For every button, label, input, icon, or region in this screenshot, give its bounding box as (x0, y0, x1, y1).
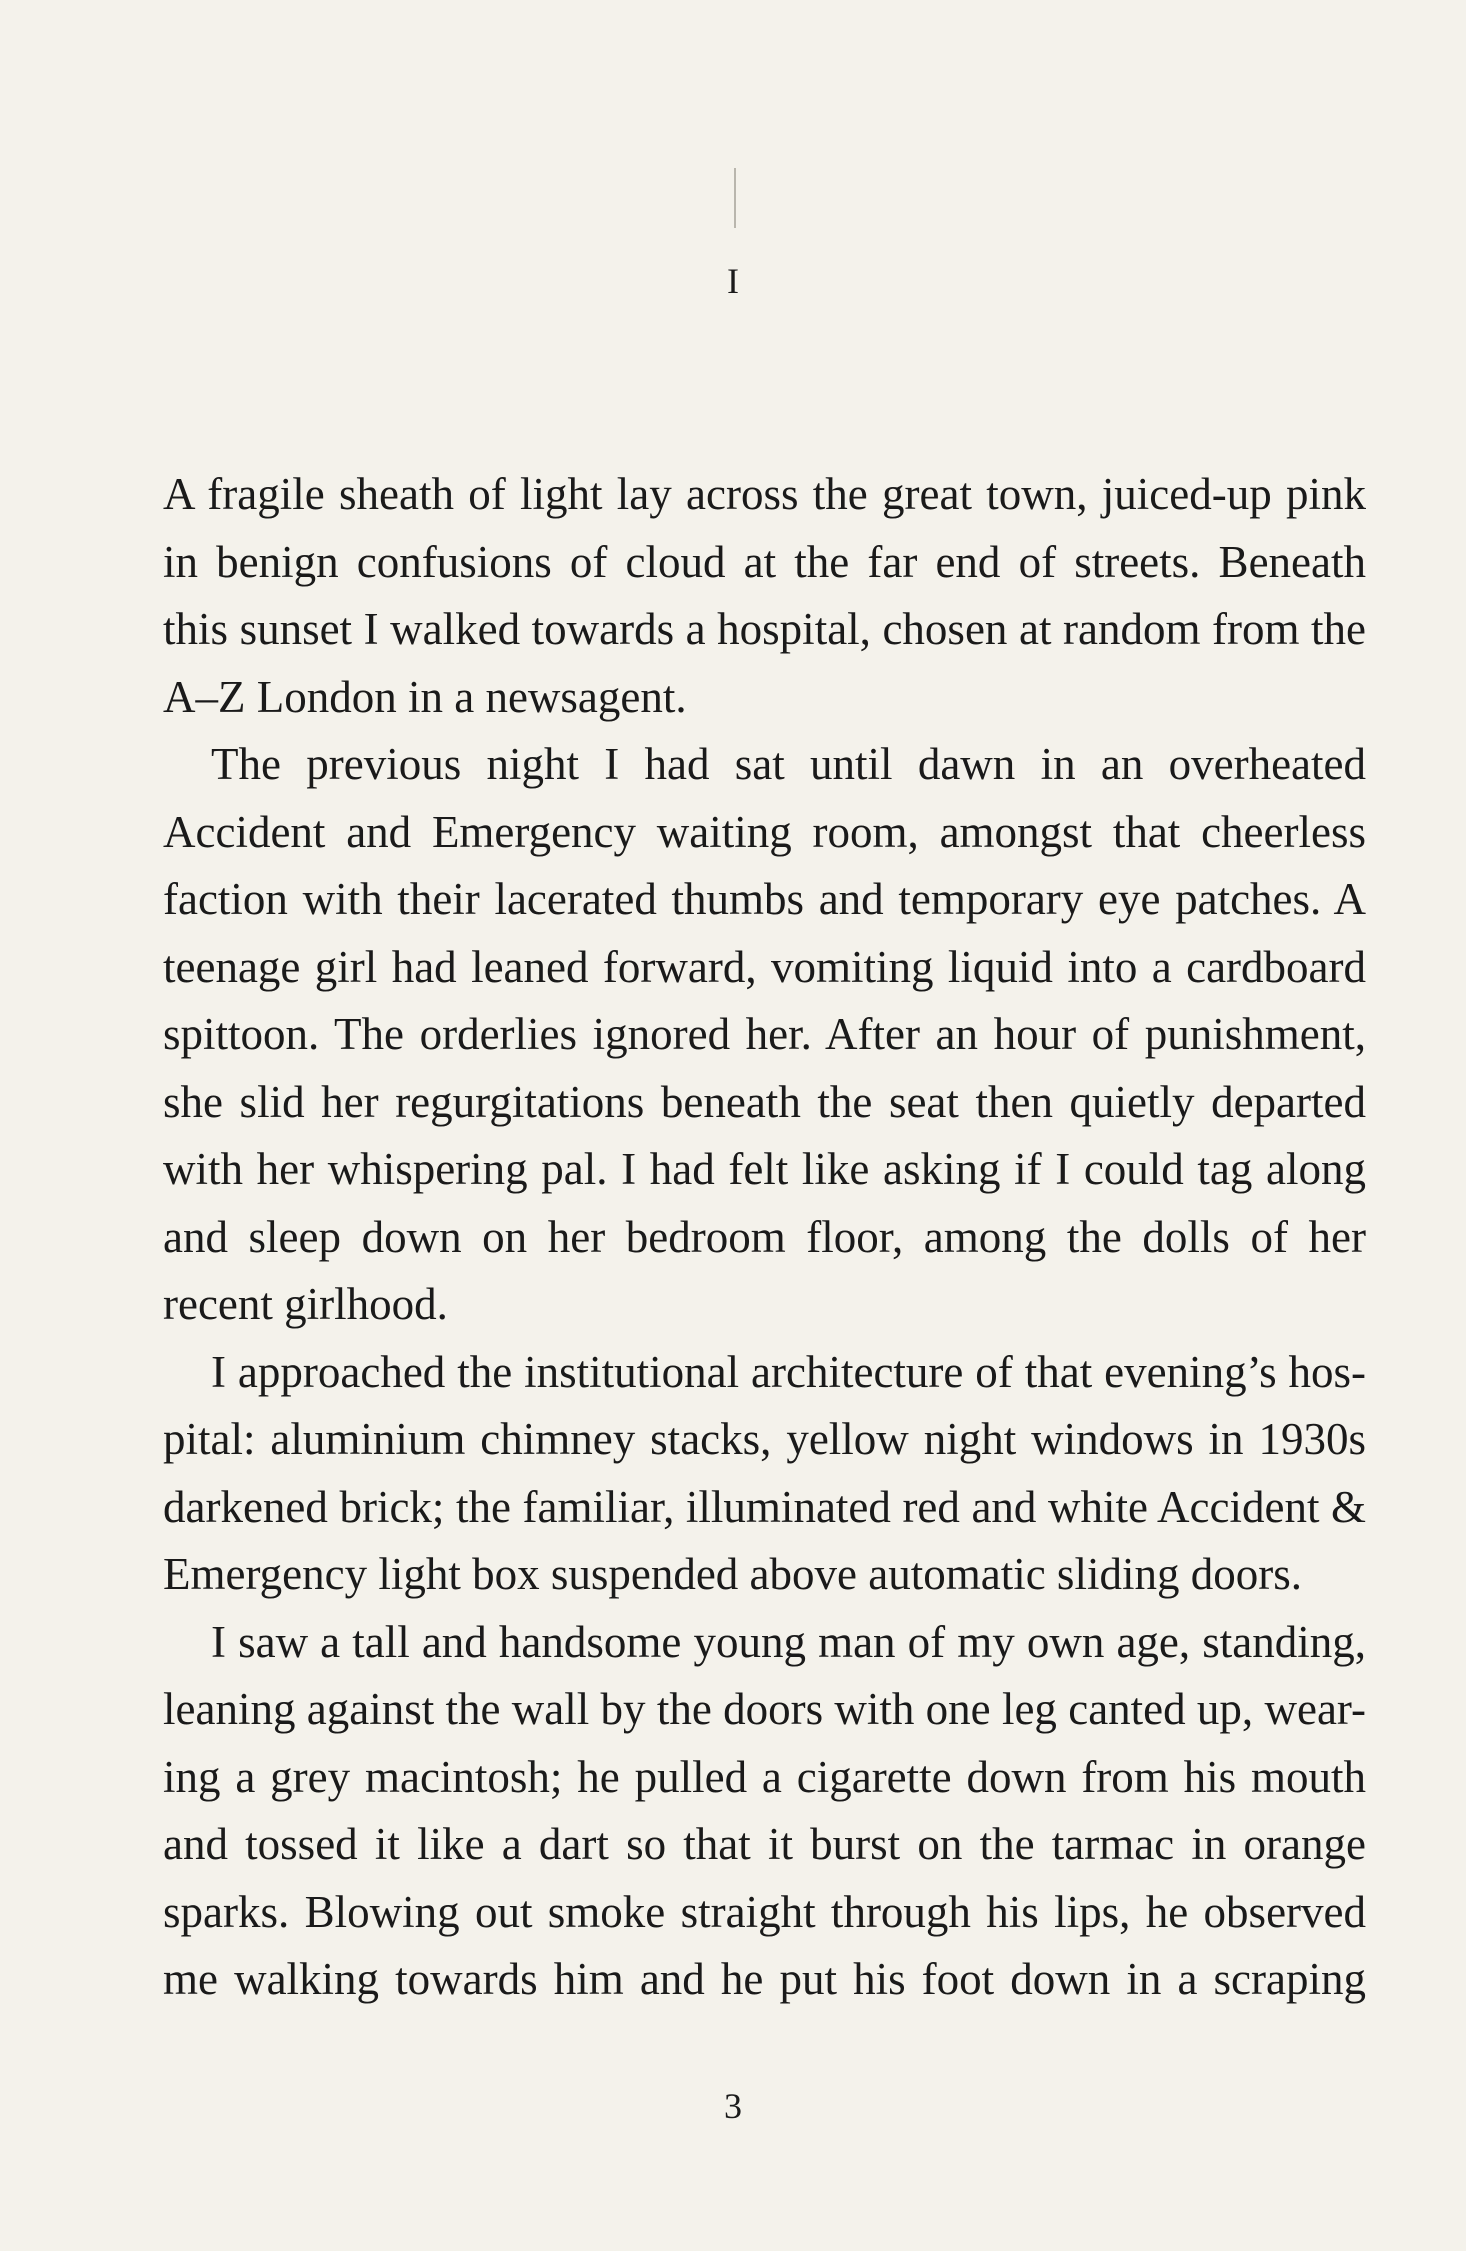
text-line: and sleep down on her bedroom floor, among the dolls of her (163, 1211, 1366, 1262)
text-line: faction with their lacerated thumbs and temporary eye patches. A (163, 874, 1366, 924)
text-line: pital: aluminium chimney stacks, yellow night windows in 1930s (163, 1414, 1366, 1464)
text-line: I approached the institutional architecture of that evening’s hos- (211, 1346, 1366, 1397)
text-line: sparks. Blowing out smoke straight through his lips, he observed (163, 1886, 1366, 1937)
text-line: me walking towards him and he put his foot down in a scraping (163, 1954, 1366, 2004)
text-line: ing a grey macintosh; he pulled a cigarette down from his mouth (163, 1751, 1366, 1802)
text-line: leaning against the wall by the doors with one leg canted up, wear- (163, 1684, 1366, 1734)
text-line: and tossed it like a dart so that it burst on the tarmac in orange (163, 1819, 1366, 1869)
text-line: teenage girl had leaned forward, vomiting liquid into a cardboard (163, 941, 1366, 992)
text-line: A–Z London in a newsagent. (163, 671, 687, 722)
text-line: A fragile sheath of light lay across the great town, juiced-up pink (163, 469, 1366, 519)
text-line: she slid her regurgitations beneath the seat then quietly departed (163, 1076, 1366, 1127)
text-line: with her whispering pal. I had felt like asking if I could tag along (163, 1144, 1366, 1194)
text-line: darkened brick; the familiar, illuminated red and white Accident & (163, 1481, 1366, 1532)
text-line: spittoon. The orderlies ignored her. After an hour of punishment, (163, 1009, 1366, 1059)
text-line: recent girlhood. (163, 1279, 448, 1329)
text-line: Accident and Emergency waiting room, amongst that cheerless (163, 806, 1366, 857)
chapter-number: I (727, 261, 739, 301)
scan-mark (734, 168, 736, 228)
text-line: I saw a tall and handsome young man of my own age, standing, (211, 1616, 1366, 1667)
page-number: 3 (724, 2086, 742, 2126)
text-line: this sunset I walked towards a hospital, chosen at random from the (163, 604, 1366, 654)
body-text (163, 461, 1366, 2014)
text-line: in benign confusions of cloud at the far end of streets. Beneath (163, 536, 1366, 587)
text-line: The previous night I had sat until dawn in an overheated (211, 739, 1366, 789)
text-line: Emergency light box suspended above automatic sliding doors. (163, 1549, 1302, 1599)
